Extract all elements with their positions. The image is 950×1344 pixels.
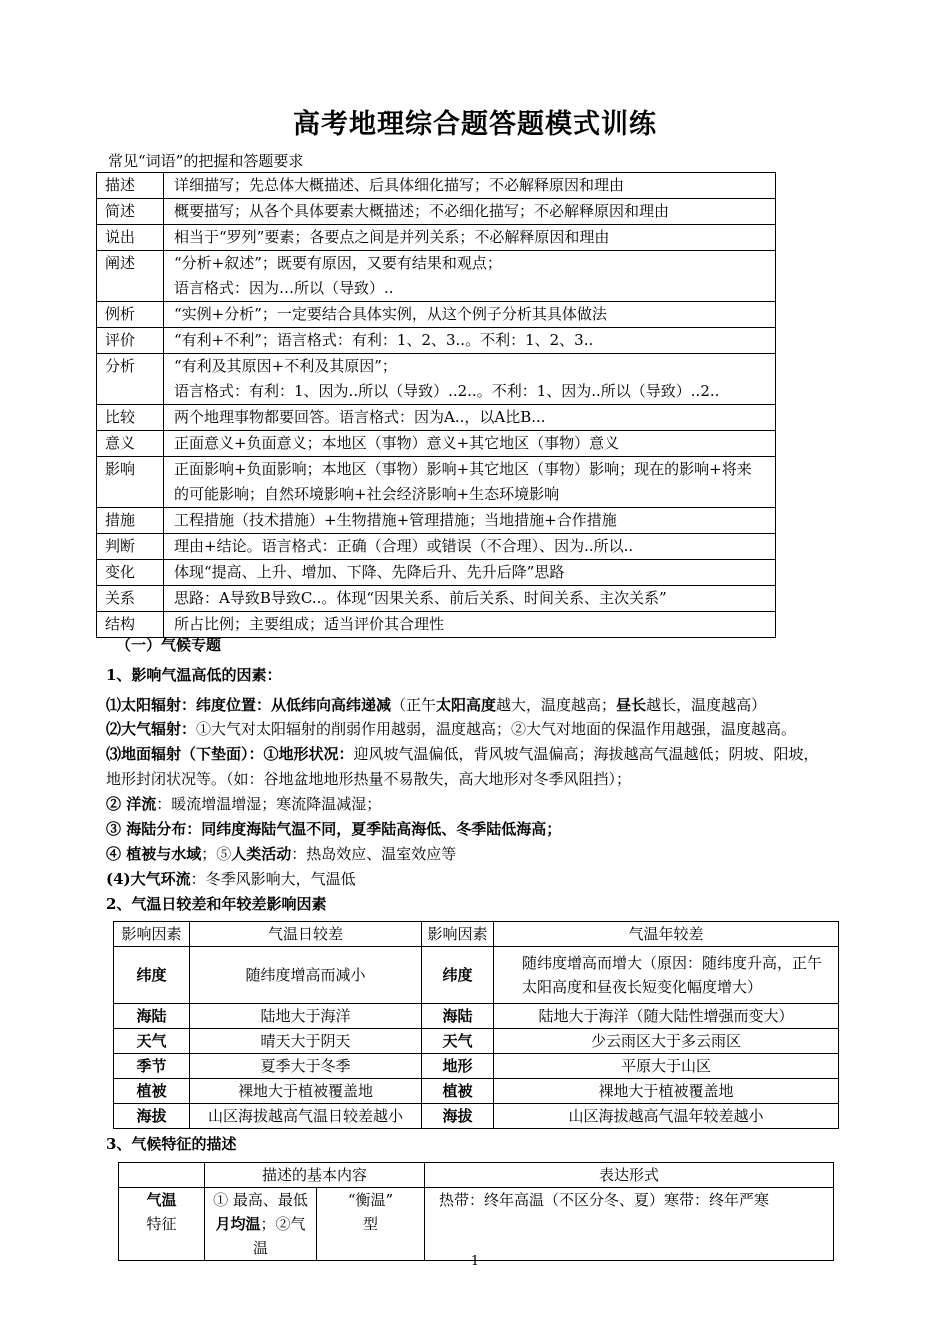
description-cell: 山区海拔越高气温年较差越小 [494,1104,839,1129]
factor-cell: 地形 [422,1054,494,1079]
definition-cell [164,251,776,302]
question-1: 1、影响气温高低的因素： [106,666,282,684]
header-cell: 影响因素 [422,922,494,947]
text-span: 人类活动 [231,845,292,863]
table-row [97,431,776,457]
text-span: 月均温 [215,1215,261,1233]
description-cell: 平原大于山区 [494,1054,839,1079]
table-row [114,1079,839,1104]
term-cell: 影响 [97,457,164,508]
header-cell: 气温年较差 [494,922,839,947]
cell-text: 特征 [146,1215,177,1233]
table-row [97,560,776,586]
factor-cell: 植被 [114,1079,190,1104]
text-span: ：热岛效应、温室效应等 [291,845,457,863]
term-cell: 关系 [97,586,164,612]
definition-cell [164,405,776,431]
definition-cell [164,534,776,560]
table-row [97,173,776,199]
table-row [97,328,776,354]
factor-cell: 纬度 [114,947,190,1004]
text-span: ：暖流增温增湿；寒流降温减湿； [156,795,382,813]
definition-cell [164,199,776,225]
factor-line-4: 地形封闭状况等。（如：谷地盆地地形热量不易散失，高大地形对冬季风阻挡）； [106,770,632,788]
table-row [97,457,776,508]
definition-line: “分析+叙述”；既要有原因，又要有结果和观点； [174,254,502,272]
table-cell: 热带：终年高温（不区分冬、夏）寒带：终年严寒 [425,1188,834,1261]
definition-cell [164,431,776,457]
header-cell [119,1163,205,1188]
question-2: 2、气温日较差和年较差影响因素 [106,895,327,913]
table-row [97,251,776,302]
table-row [97,354,776,405]
definition-cell [164,354,776,405]
header-cell: 描述的基本内容 [205,1163,425,1188]
text-span: ⑵大气辐射： [106,720,197,738]
factor-cell: 海拔 [422,1104,494,1129]
factor-line-1 [106,694,766,716]
definition-cell [164,457,776,508]
table-row [97,225,776,251]
table-row [114,1054,839,1079]
climate-feature-table [118,1162,834,1261]
term-cell: 说出 [97,225,164,251]
table-cell [205,1188,317,1261]
text-span: （正午 [391,696,437,714]
definition-line: 工程措施（技术措施）+生物措施+管理措施；当地措施+合作措施 [174,511,617,529]
factor-line-5 [106,793,381,815]
definition-line: 两个地理事物都要回答。语言格式：因为A..，以A比B... [174,408,546,426]
text-span: 越大，温度越高； [496,696,617,714]
cell-text: “衡温” [347,1191,394,1209]
description-cell: 随纬度增高而减小 [190,947,422,1004]
terms-table [96,172,776,638]
text-span: (4)大气环流 [106,870,191,888]
text-span: ⑶地面辐射（下垫面）：①地形状况： [106,745,354,763]
definition-cell [164,612,776,638]
text-span: ② 洋流 [106,795,157,813]
definition-line: 正面意义+负面意义；本地区（事物）意义+其它地区（事物）意义 [174,434,620,452]
definition-line: 语言格式：因为…所以（导致）.. [174,279,394,297]
page-title: 高考地理综合题答题模式训练 [293,109,657,140]
term-cell: 描述 [97,173,164,199]
table-row [114,1029,839,1054]
term-cell: 评价 [97,328,164,354]
table-row [97,534,776,560]
table-row [97,508,776,534]
factor-line-8 [106,868,356,890]
term-cell: 例析 [97,302,164,328]
table-row [114,947,839,1004]
table-header-row [114,922,839,947]
table-cell [317,1188,425,1261]
text-span: ⑴太阳辐射：纬度位置：从低纬向高纬递减 [106,696,392,714]
text-span: 越长，温度越高） [646,696,767,714]
definition-line: 思路：A导致B导致C..。体现“因果关系、前后关系、时间关系、主次关系” [174,589,667,607]
cell-text: 气温 [146,1191,177,1209]
definition-line: 概要描写；从各个具体要素大概描述；不必细化描写；不必解释原因和理由 [174,202,670,220]
definition-cell [164,586,776,612]
header-cell: 影响因素 [114,922,190,947]
text-span: 太阳高度 [436,696,497,714]
term-cell: 变化 [97,560,164,586]
term-cell: 简述 [97,199,164,225]
text-span: ；⑤ [201,845,232,863]
table-row [114,1004,839,1029]
description-cell: 少云雨区大于多云雨区 [494,1029,839,1054]
factor-cell: 天气 [422,1029,494,1054]
term-cell: 比较 [97,405,164,431]
table-row [97,302,776,328]
text-span: ④ 植被与水域 [106,845,202,863]
definition-cell [164,173,776,199]
header-cell: 表达形式 [425,1163,834,1188]
table-row [114,1104,839,1129]
factor-cell: 纬度 [422,947,494,1004]
description-cell: 晴天大于阴天 [190,1029,422,1054]
term-cell: 结构 [97,612,164,638]
header-cell: 气温日较差 [190,922,422,947]
text-span: ：冬季风影响大，气温低 [190,870,356,888]
text-span: ；②气温 [252,1215,306,1257]
cell-text: 型 [362,1215,378,1233]
description-cell: 陆地大于海洋（随大陆性增强而变大） [494,1004,839,1029]
factor-cell: 季节 [114,1054,190,1079]
description-cell: 裸地大于植被覆盖地 [494,1079,839,1104]
definition-cell [164,508,776,534]
table-header-row [119,1163,834,1188]
definition-cell [164,560,776,586]
factor-cell: 海拔 [114,1104,190,1129]
term-cell: 分析 [97,354,164,405]
definition-line: “有利及其原因+不利及其原因”； [174,357,397,375]
definition-line: “有利+不利”；语言格式：有利：1、2、3..。不利：1、2、3.. [174,331,594,349]
table-cell [119,1188,205,1261]
definition-line: 的可能影响；自然环境影响+社会经济影响+生态环境影响 [174,485,560,503]
table-row [97,586,776,612]
question-3: 3、气候特征的描述 [106,1135,237,1153]
definition-cell [164,225,776,251]
term-cell: 阐述 [97,251,164,302]
factor-cell: 海陆 [422,1004,494,1029]
page-number: 1 [470,1254,480,1269]
factor-line-2 [106,718,796,740]
factor-cell: 植被 [422,1079,494,1104]
text-span: 迎风坡气温偏低，背风坡气温偏高；海拔越高气温越低；阴坡、阳坡， [353,745,819,763]
definition-cell [164,328,776,354]
definition-line: 所占比例；主要组成；适当评价其合理性 [174,615,445,633]
term-cell: 意义 [97,431,164,457]
definition-cell [164,302,776,328]
factor-line-6: ③ 海陆分布：同纬度海陆气温不同，夏季陆高海低、冬季陆低海高； [106,820,562,838]
section-heading: （一）气候专题 [116,636,222,654]
definition-line: 详细描写；先总体大概描述、后具体细化描写；不必解释原因和理由 [174,176,625,194]
factor-cell: 海陆 [114,1004,190,1029]
factor-line-3 [106,743,819,765]
description-cell: 随纬度增高而增大（原因：随纬度升高，正午太阳高度和昼夜长短变化幅度增大） [494,947,839,1004]
description-cell: 夏季大于冬季 [190,1054,422,1079]
description-cell: 山区海拔越高气温日较差越小 [190,1104,422,1129]
description-cell: 陆地大于海洋 [190,1004,422,1029]
definition-line: 正面影响+负面影响；本地区（事物）影响+其它地区（事物）影响；现在的影响+将来 [174,460,752,478]
definition-line: 体现“提高、上升、增加、下降、先降后升、先升后降”思路 [174,563,565,581]
term-cell: 措施 [97,508,164,534]
table-row [97,199,776,225]
definition-line: 语言格式：有利：1、因为..所以（导致）..2..。不利：1、因为..所以（导致）..2.. [174,382,720,400]
factor-cell: 天气 [114,1029,190,1054]
table-row [119,1188,834,1261]
definition-line: “实例+分析”；一定要结合具体实例，从这个例子分析其具体做法 [174,305,607,323]
cell-text [209,1212,312,1260]
temperature-range-table [113,921,839,1129]
term-cell: 判断 [97,534,164,560]
factor-line-7 [106,843,456,865]
definition-line: 相当于“罗列”要素；各要点之间是并列关系；不必解释原因和理由 [174,228,610,246]
description-cell: 裸地大于植被覆盖地 [190,1079,422,1104]
text-span: 昼长 [616,696,647,714]
text-span: ①大气对太阳辐射的削弱作用越弱，温度越高；②大气对地面的保温作用越强，温度越高。 [196,720,797,738]
table-row [97,405,776,431]
subtitle: 常见“词语”的把握和答题要求 [108,152,304,170]
definition-line: 理由+结论。语言格式：正确（合理）或错误（不合理）、因为..所以.. [174,537,634,555]
cell-text: ① 最高、最低 [213,1191,308,1209]
